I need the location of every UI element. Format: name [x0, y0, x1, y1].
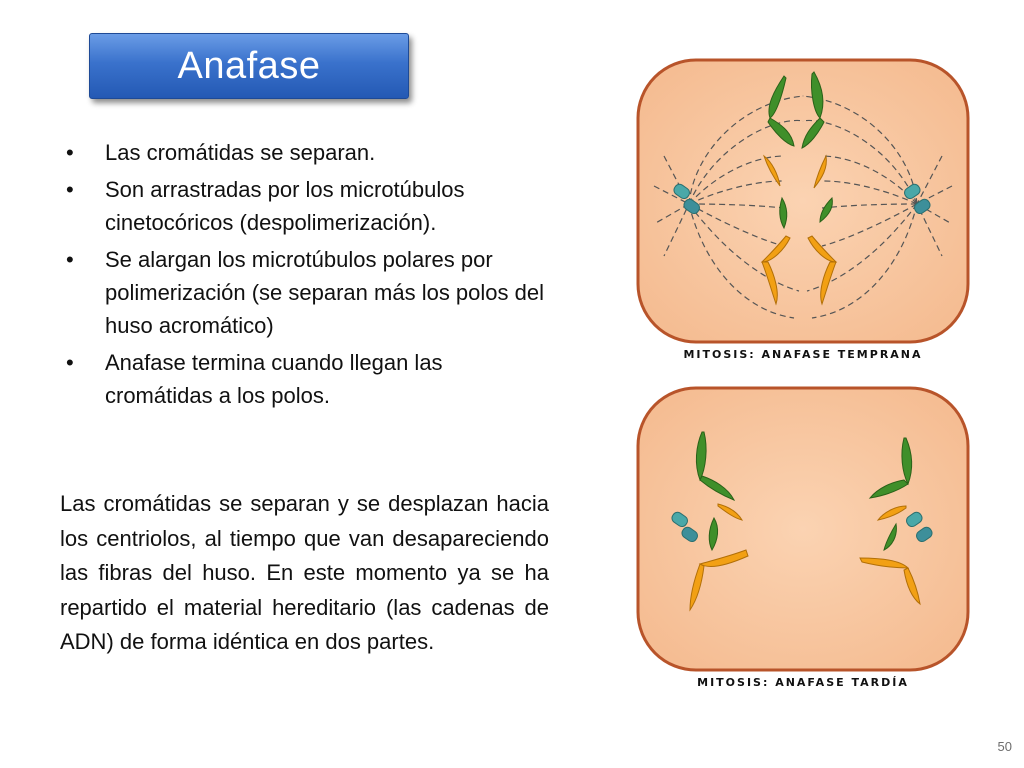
title-box	[89, 33, 409, 99]
bullet-item: • Las cromátidas se separan.	[64, 136, 544, 169]
bullet-item: • Anafase termina cuando llegan las cromátidas a los polos.	[64, 346, 544, 412]
early-anaphase-figure	[634, 56, 972, 366]
bullet-item: • Se alargan los microtúbulos polares por polimerización (se separan más los polos del huso acromático)	[64, 243, 544, 342]
late-anaphase-cell-diagram	[634, 384, 972, 674]
early-anaphase-cell-diagram	[634, 56, 972, 346]
bullet-item: • Son arrastradas por los microtúbulos cinetocóricos (despolimerización).	[64, 173, 544, 239]
description-paragraph: Las cromátidas se separan y se desplazan hacia los centriolos, al tiempo que van desapareciendo las fibras del huso. En este momento ya se ha repartido el material hereditario (las cadenas de ADN) de forma idéntica en dos partes.	[60, 491, 549, 654]
early-anaphase-caption: MITOSIS: ANAFASE TEMPRANA	[683, 348, 923, 361]
page-number: 50	[997, 739, 1012, 754]
late-anaphase-caption: MITOSIS: ANAFASE TARDÍA	[697, 676, 909, 689]
slide-title: Anafase	[177, 44, 321, 87]
bullet-list	[64, 136, 544, 416]
late-anaphase-figure	[634, 384, 972, 694]
